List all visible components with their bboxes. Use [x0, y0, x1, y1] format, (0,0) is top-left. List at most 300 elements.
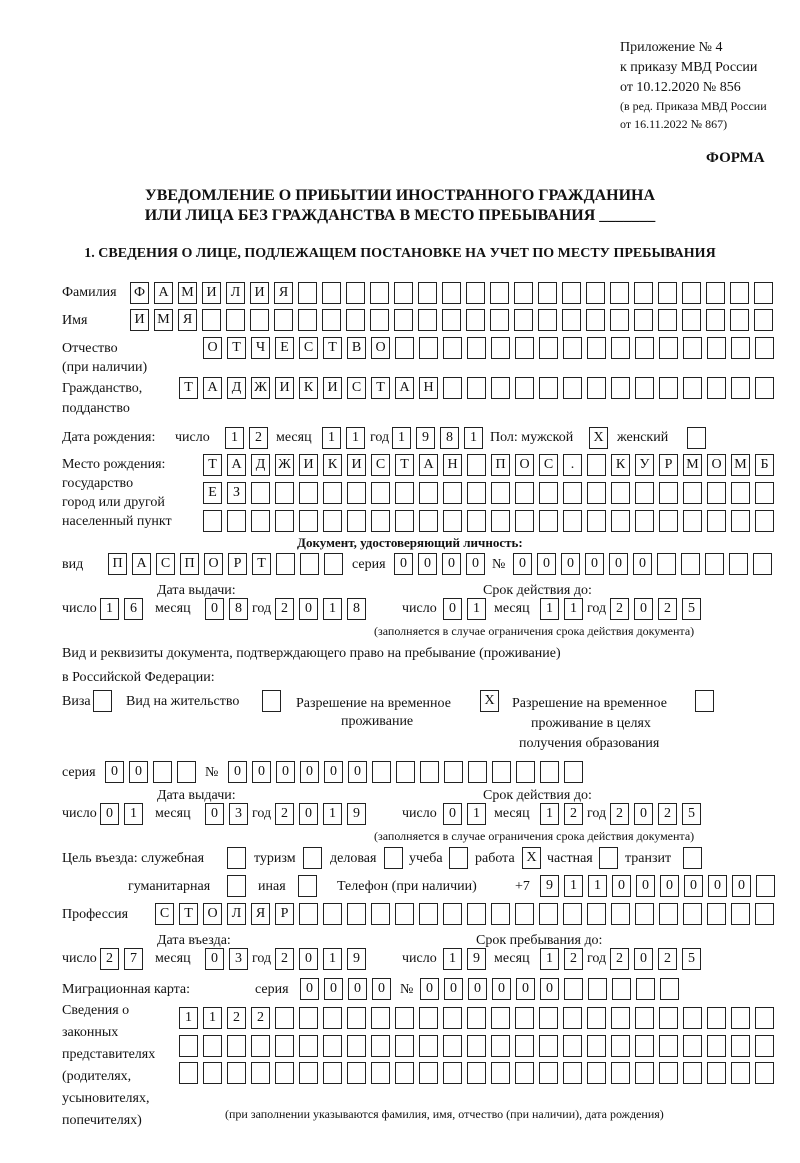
- profession-cell[interactable]: [443, 903, 462, 925]
- doc-kind-cell[interactable]: [276, 553, 295, 575]
- name-cell[interactable]: [490, 309, 509, 331]
- citizenship-cell[interactable]: А: [395, 377, 414, 399]
- representatives-cell[interactable]: [275, 1035, 294, 1057]
- doc-number-cell[interactable]: 0: [585, 553, 604, 575]
- representatives-cell[interactable]: [395, 1007, 414, 1029]
- name-cell[interactable]: [418, 309, 437, 331]
- birthplace-cell[interactable]: [467, 510, 486, 532]
- patronymic-cell[interactable]: Ч: [251, 337, 270, 359]
- surname-cell[interactable]: [322, 282, 341, 304]
- birthplace-cell[interactable]: К: [323, 454, 342, 476]
- phone-cell[interactable]: 1: [588, 875, 607, 897]
- birthplace-cell[interactable]: [275, 510, 294, 532]
- representatives-cell[interactable]: [299, 1062, 318, 1084]
- permit-number-cell[interactable]: [516, 761, 535, 783]
- representatives-cell[interactable]: [563, 1007, 582, 1029]
- patronymic-cell[interactable]: [635, 337, 654, 359]
- birthplace-cell[interactable]: [299, 482, 318, 504]
- representatives-cell[interactable]: [707, 1035, 726, 1057]
- citizenship-cell[interactable]: Т: [371, 377, 390, 399]
- patronymic-cell[interactable]: Т: [227, 337, 246, 359]
- representatives-cell[interactable]: [467, 1007, 486, 1029]
- birthplace-cell[interactable]: Н: [443, 454, 462, 476]
- representatives-cell[interactable]: [323, 1035, 342, 1057]
- citizenship-cell[interactable]: [443, 377, 462, 399]
- representatives-cell[interactable]: [227, 1062, 246, 1084]
- doc-number-cell[interactable]: [753, 553, 772, 575]
- citizenship-cell[interactable]: [467, 377, 486, 399]
- birthplace-cell[interactable]: Р: [659, 454, 678, 476]
- name-cell[interactable]: [466, 309, 485, 331]
- birthplace-cell[interactable]: .: [563, 454, 582, 476]
- representatives-cell[interactable]: [563, 1035, 582, 1057]
- patronymic-cell[interactable]: [515, 337, 534, 359]
- citizenship-cell[interactable]: [755, 377, 774, 399]
- representatives-cell[interactable]: [467, 1062, 486, 1084]
- day-cell[interactable]: 1: [467, 803, 486, 825]
- purpose-tourism-checkbox[interactable]: [303, 847, 322, 869]
- birthplace-cell[interactable]: [635, 482, 654, 504]
- representatives-cell[interactable]: [587, 1007, 606, 1029]
- migration-number-cell[interactable]: [612, 978, 631, 1000]
- representatives-cell[interactable]: [731, 1007, 750, 1029]
- surname-cell[interactable]: Л: [226, 282, 245, 304]
- doc-kind-cell[interactable]: С: [156, 553, 175, 575]
- month-cell[interactable]: 8: [229, 598, 248, 620]
- representatives-cell[interactable]: [515, 1062, 534, 1084]
- surname-cell[interactable]: [370, 282, 389, 304]
- year-cell[interactable]: 2: [658, 803, 677, 825]
- patronymic-cell[interactable]: С: [299, 337, 318, 359]
- representatives-cell[interactable]: [731, 1035, 750, 1057]
- month-cell[interactable]: 2: [564, 803, 583, 825]
- citizenship-cell[interactable]: Д: [227, 377, 246, 399]
- day-cell[interactable]: 7: [124, 948, 143, 970]
- birthplace-cell[interactable]: А: [227, 454, 246, 476]
- month-cell[interactable]: 1: [540, 948, 559, 970]
- month-cell[interactable]: 1: [540, 598, 559, 620]
- surname-cell[interactable]: [754, 282, 773, 304]
- patronymic-cell[interactable]: О: [371, 337, 390, 359]
- representatives-cell[interactable]: [203, 1062, 222, 1084]
- profession-cell[interactable]: Л: [227, 903, 246, 925]
- birthplace-cell[interactable]: [659, 510, 678, 532]
- phone-cell[interactable]: 0: [660, 875, 679, 897]
- birthplace-cell[interactable]: [755, 482, 774, 504]
- patronymic-cell[interactable]: [491, 337, 510, 359]
- surname-cell[interactable]: Ф: [130, 282, 149, 304]
- patronymic-cell[interactable]: [755, 337, 774, 359]
- representatives-cell[interactable]: [635, 1062, 654, 1084]
- day-cell[interactable]: 6: [124, 598, 143, 620]
- name-cell[interactable]: [250, 309, 269, 331]
- month-cell[interactable]: 0: [205, 948, 224, 970]
- representatives-cell[interactable]: [419, 1035, 438, 1057]
- profession-cell[interactable]: [755, 903, 774, 925]
- birthplace-cell[interactable]: У: [635, 454, 654, 476]
- birthplace-cell[interactable]: [443, 482, 462, 504]
- profession-cell[interactable]: О: [203, 903, 222, 925]
- purpose-official-checkbox[interactable]: [227, 847, 246, 869]
- surname-cell[interactable]: [442, 282, 461, 304]
- name-cell[interactable]: [610, 309, 629, 331]
- birthplace-cell[interactable]: О: [707, 454, 726, 476]
- representatives-cell[interactable]: [179, 1035, 198, 1057]
- patronymic-cell[interactable]: В: [347, 337, 366, 359]
- representatives-cell[interactable]: [395, 1062, 414, 1084]
- patronymic-cell[interactable]: Т: [323, 337, 342, 359]
- doc-kind-cell[interactable]: А: [132, 553, 151, 575]
- name-cell[interactable]: [706, 309, 725, 331]
- citizenship-cell[interactable]: А: [203, 377, 222, 399]
- profession-cell[interactable]: [707, 903, 726, 925]
- citizenship-cell[interactable]: [515, 377, 534, 399]
- year-cell[interactable]: 9: [347, 803, 366, 825]
- surname-cell[interactable]: [538, 282, 557, 304]
- citizenship-cell[interactable]: [611, 377, 630, 399]
- birthplace-cell[interactable]: М: [683, 454, 702, 476]
- surname-cell[interactable]: [514, 282, 533, 304]
- permit-number-cell[interactable]: [444, 761, 463, 783]
- migration-series-cell[interactable]: 0: [348, 978, 367, 1000]
- name-cell[interactable]: М: [154, 309, 173, 331]
- birthplace-cell[interactable]: [491, 510, 510, 532]
- permit-number-cell[interactable]: [468, 761, 487, 783]
- migration-number-cell[interactable]: 0: [420, 978, 439, 1000]
- permit-number-cell[interactable]: 0: [276, 761, 295, 783]
- birth-day-cell[interactable]: 1: [225, 427, 244, 449]
- surname-cell[interactable]: [730, 282, 749, 304]
- birthplace-cell[interactable]: Б: [755, 454, 774, 476]
- surname-cell[interactable]: [394, 282, 413, 304]
- representatives-cell[interactable]: [443, 1007, 462, 1029]
- patronymic-cell[interactable]: [683, 337, 702, 359]
- birthplace-cell[interactable]: Е: [203, 482, 222, 504]
- profession-cell[interactable]: [731, 903, 750, 925]
- birthplace-cell[interactable]: [395, 510, 414, 532]
- representatives-cell[interactable]: [371, 1062, 390, 1084]
- patronymic-cell[interactable]: [419, 337, 438, 359]
- day-cell[interactable]: 1: [124, 803, 143, 825]
- birthplace-cell[interactable]: [611, 510, 630, 532]
- month-cell[interactable]: 1: [540, 803, 559, 825]
- phone-cell[interactable]: 0: [708, 875, 727, 897]
- patronymic-cell[interactable]: [443, 337, 462, 359]
- birthplace-cell[interactable]: [515, 482, 534, 504]
- representatives-cell[interactable]: [203, 1035, 222, 1057]
- birth-month-cell[interactable]: 1: [322, 427, 341, 449]
- birthplace-cell[interactable]: [563, 482, 582, 504]
- birthplace-cell[interactable]: З: [227, 482, 246, 504]
- representatives-cell[interactable]: [683, 1035, 702, 1057]
- birthplace-cell[interactable]: [227, 510, 246, 532]
- year-cell[interactable]: 9: [347, 948, 366, 970]
- surname-cell[interactable]: [658, 282, 677, 304]
- name-cell[interactable]: [322, 309, 341, 331]
- month-cell[interactable]: 3: [229, 803, 248, 825]
- permit-number-cell[interactable]: [396, 761, 415, 783]
- birthplace-cell[interactable]: С: [539, 454, 558, 476]
- migration-number-cell[interactable]: 0: [468, 978, 487, 1000]
- patronymic-cell[interactable]: [395, 337, 414, 359]
- representatives-cell[interactable]: [419, 1007, 438, 1029]
- representatives-cell[interactable]: [323, 1007, 342, 1029]
- birthplace-cell[interactable]: [443, 510, 462, 532]
- representatives-cell[interactable]: [539, 1035, 558, 1057]
- phone-cell[interactable]: 0: [732, 875, 751, 897]
- surname-cell[interactable]: [610, 282, 629, 304]
- birthplace-cell[interactable]: [515, 510, 534, 532]
- permit-number-cell[interactable]: [492, 761, 511, 783]
- month-cell[interactable]: 0: [205, 598, 224, 620]
- doc-kind-cell[interactable]: Т: [252, 553, 271, 575]
- year-cell[interactable]: 1: [323, 598, 342, 620]
- surname-cell[interactable]: И: [250, 282, 269, 304]
- year-cell[interactable]: 0: [299, 948, 318, 970]
- representatives-cell[interactable]: [539, 1007, 558, 1029]
- phone-cell[interactable]: [756, 875, 775, 897]
- birthplace-cell[interactable]: Т: [203, 454, 222, 476]
- birthplace-cell[interactable]: [395, 482, 414, 504]
- representatives-cell[interactable]: [539, 1062, 558, 1084]
- representatives-cell[interactable]: [275, 1062, 294, 1084]
- year-cell[interactable]: 0: [634, 948, 653, 970]
- birthplace-cell[interactable]: [323, 510, 342, 532]
- phone-cell[interactable]: 0: [612, 875, 631, 897]
- profession-cell[interactable]: Р: [275, 903, 294, 925]
- representatives-cell[interactable]: [515, 1035, 534, 1057]
- birthplace-cell[interactable]: П: [491, 454, 510, 476]
- birthplace-cell[interactable]: [707, 482, 726, 504]
- representatives-cell[interactable]: [755, 1007, 774, 1029]
- representatives-cell[interactable]: [395, 1035, 414, 1057]
- birthplace-cell[interactable]: [299, 510, 318, 532]
- birthplace-cell[interactable]: [683, 482, 702, 504]
- surname-cell[interactable]: И: [202, 282, 221, 304]
- name-cell[interactable]: [730, 309, 749, 331]
- patronymic-cell[interactable]: [611, 337, 630, 359]
- year-cell[interactable]: 0: [299, 598, 318, 620]
- representatives-cell[interactable]: [347, 1007, 366, 1029]
- day-cell[interactable]: 0: [443, 803, 462, 825]
- citizenship-cell[interactable]: [539, 377, 558, 399]
- profession-cell[interactable]: [491, 903, 510, 925]
- name-cell[interactable]: [682, 309, 701, 331]
- birthplace-cell[interactable]: [635, 510, 654, 532]
- citizenship-cell[interactable]: [635, 377, 654, 399]
- representatives-cell[interactable]: [683, 1062, 702, 1084]
- citizenship-cell[interactable]: [731, 377, 750, 399]
- birthplace-cell[interactable]: И: [299, 454, 318, 476]
- representatives-cell[interactable]: [491, 1035, 510, 1057]
- migration-number-cell[interactable]: 0: [540, 978, 559, 1000]
- birthplace-cell[interactable]: [563, 510, 582, 532]
- migration-number-cell[interactable]: 0: [444, 978, 463, 1000]
- surname-cell[interactable]: [298, 282, 317, 304]
- birthplace-cell[interactable]: [707, 510, 726, 532]
- day-cell[interactable]: 0: [100, 803, 119, 825]
- representatives-cell[interactable]: [179, 1062, 198, 1084]
- birthplace-cell[interactable]: [683, 510, 702, 532]
- birthplace-cell[interactable]: [419, 482, 438, 504]
- birthplace-cell[interactable]: [731, 510, 750, 532]
- residence-checkbox[interactable]: [262, 690, 281, 712]
- representatives-cell[interactable]: [299, 1007, 318, 1029]
- day-cell[interactable]: 2: [100, 948, 119, 970]
- permit-series-cell[interactable]: [153, 761, 172, 783]
- profession-cell[interactable]: С: [155, 903, 174, 925]
- migration-number-cell[interactable]: [564, 978, 583, 1000]
- representatives-cell[interactable]: [683, 1007, 702, 1029]
- permit-number-cell[interactable]: [540, 761, 559, 783]
- representatives-cell[interactable]: [611, 1035, 630, 1057]
- representatives-cell[interactable]: 1: [203, 1007, 222, 1029]
- month-cell[interactable]: 1: [564, 598, 583, 620]
- permit-number-cell[interactable]: [564, 761, 583, 783]
- permit-number-cell[interactable]: 0: [348, 761, 367, 783]
- doc-kind-cell[interactable]: [300, 553, 319, 575]
- name-cell[interactable]: [658, 309, 677, 331]
- citizenship-cell[interactable]: И: [275, 377, 294, 399]
- name-cell[interactable]: [202, 309, 221, 331]
- citizenship-cell[interactable]: Т: [179, 377, 198, 399]
- representatives-cell[interactable]: [563, 1062, 582, 1084]
- representatives-cell[interactable]: [611, 1007, 630, 1029]
- citizenship-cell[interactable]: [659, 377, 678, 399]
- representatives-cell[interactable]: [251, 1062, 270, 1084]
- profession-cell[interactable]: Я: [251, 903, 270, 925]
- name-cell[interactable]: [754, 309, 773, 331]
- birthplace-cell[interactable]: [587, 510, 606, 532]
- birthplace-cell[interactable]: [467, 482, 486, 504]
- patronymic-cell[interactable]: [467, 337, 486, 359]
- citizenship-cell[interactable]: [491, 377, 510, 399]
- surname-cell[interactable]: [490, 282, 509, 304]
- representatives-cell[interactable]: [491, 1007, 510, 1029]
- representatives-cell[interactable]: [707, 1062, 726, 1084]
- year-cell[interactable]: 2: [658, 948, 677, 970]
- name-cell[interactable]: Я: [178, 309, 197, 331]
- representatives-cell[interactable]: [347, 1035, 366, 1057]
- month-cell[interactable]: 3: [229, 948, 248, 970]
- permit-number-cell[interactable]: 0: [228, 761, 247, 783]
- purpose-transit-checkbox[interactable]: [683, 847, 702, 869]
- migration-number-cell[interactable]: 0: [492, 978, 511, 1000]
- year-cell[interactable]: 2: [275, 803, 294, 825]
- representatives-cell[interactable]: [515, 1007, 534, 1029]
- citizenship-cell[interactable]: [707, 377, 726, 399]
- profession-cell[interactable]: [419, 903, 438, 925]
- sex-female-checkbox[interactable]: [687, 427, 706, 449]
- surname-cell[interactable]: [682, 282, 701, 304]
- doc-kind-cell[interactable]: О: [204, 553, 223, 575]
- name-cell[interactable]: [442, 309, 461, 331]
- year-cell[interactable]: 8: [347, 598, 366, 620]
- year-cell[interactable]: 1: [323, 948, 342, 970]
- birthplace-cell[interactable]: [587, 482, 606, 504]
- surname-cell[interactable]: Я: [274, 282, 293, 304]
- birthplace-cell[interactable]: Д: [251, 454, 270, 476]
- doc-number-cell[interactable]: [705, 553, 724, 575]
- year-cell[interactable]: 0: [634, 803, 653, 825]
- migration-number-cell[interactable]: [588, 978, 607, 1000]
- doc-number-cell[interactable]: [681, 553, 700, 575]
- permit-number-cell[interactable]: 0: [252, 761, 271, 783]
- profession-cell[interactable]: [299, 903, 318, 925]
- day-cell[interactable]: 0: [443, 598, 462, 620]
- doc-series-cell[interactable]: 0: [466, 553, 485, 575]
- doc-kind-cell[interactable]: [324, 553, 343, 575]
- birth-year-cell[interactable]: 9: [416, 427, 435, 449]
- migration-number-cell[interactable]: [636, 978, 655, 1000]
- day-cell[interactable]: 1: [100, 598, 119, 620]
- phone-cell[interactable]: 0: [684, 875, 703, 897]
- representatives-cell[interactable]: [635, 1035, 654, 1057]
- citizenship-cell[interactable]: К: [299, 377, 318, 399]
- birthplace-cell[interactable]: [251, 510, 270, 532]
- year-cell[interactable]: 2: [275, 948, 294, 970]
- doc-number-cell[interactable]: 0: [633, 553, 652, 575]
- representatives-cell[interactable]: 2: [251, 1007, 270, 1029]
- citizenship-cell[interactable]: [563, 377, 582, 399]
- doc-series-cell[interactable]: 0: [394, 553, 413, 575]
- birthplace-cell[interactable]: М: [731, 454, 750, 476]
- citizenship-cell[interactable]: Н: [419, 377, 438, 399]
- day-cell[interactable]: 1: [443, 948, 462, 970]
- temp-residence-edu-checkbox[interactable]: [695, 690, 714, 712]
- name-cell[interactable]: [394, 309, 413, 331]
- surname-cell[interactable]: [346, 282, 365, 304]
- representatives-cell[interactable]: [587, 1062, 606, 1084]
- representatives-cell[interactable]: [323, 1062, 342, 1084]
- surname-cell[interactable]: А: [154, 282, 173, 304]
- birthplace-cell[interactable]: [347, 510, 366, 532]
- patronymic-cell[interactable]: [563, 337, 582, 359]
- year-cell[interactable]: 2: [275, 598, 294, 620]
- permit-number-cell[interactable]: [420, 761, 439, 783]
- birthplace-cell[interactable]: [539, 510, 558, 532]
- name-cell[interactable]: [274, 309, 293, 331]
- birthplace-cell[interactable]: [323, 482, 342, 504]
- year-cell[interactable]: 2: [610, 803, 629, 825]
- surname-cell[interactable]: [418, 282, 437, 304]
- name-cell[interactable]: [538, 309, 557, 331]
- year-cell[interactable]: 1: [323, 803, 342, 825]
- representatives-cell[interactable]: [491, 1062, 510, 1084]
- representatives-cell[interactable]: [443, 1035, 462, 1057]
- phone-cell[interactable]: 1: [564, 875, 583, 897]
- name-cell[interactable]: И: [130, 309, 149, 331]
- name-cell[interactable]: [226, 309, 245, 331]
- purpose-private-checkbox[interactable]: [599, 847, 618, 869]
- surname-cell[interactable]: [586, 282, 605, 304]
- representatives-cell[interactable]: [755, 1035, 774, 1057]
- birthplace-cell[interactable]: С: [371, 454, 390, 476]
- birthplace-cell[interactable]: [371, 510, 390, 532]
- migration-series-cell[interactable]: 0: [324, 978, 343, 1000]
- permit-number-cell[interactable]: 0: [300, 761, 319, 783]
- representatives-cell[interactable]: [251, 1035, 270, 1057]
- name-cell[interactable]: [514, 309, 533, 331]
- representatives-cell[interactable]: [635, 1007, 654, 1029]
- representatives-cell[interactable]: [275, 1007, 294, 1029]
- migration-number-cell[interactable]: 0: [516, 978, 535, 1000]
- citizenship-cell[interactable]: С: [347, 377, 366, 399]
- year-cell[interactable]: 5: [682, 803, 701, 825]
- birthplace-cell[interactable]: [539, 482, 558, 504]
- birthplace-cell[interactable]: [659, 482, 678, 504]
- representatives-cell[interactable]: [659, 1007, 678, 1029]
